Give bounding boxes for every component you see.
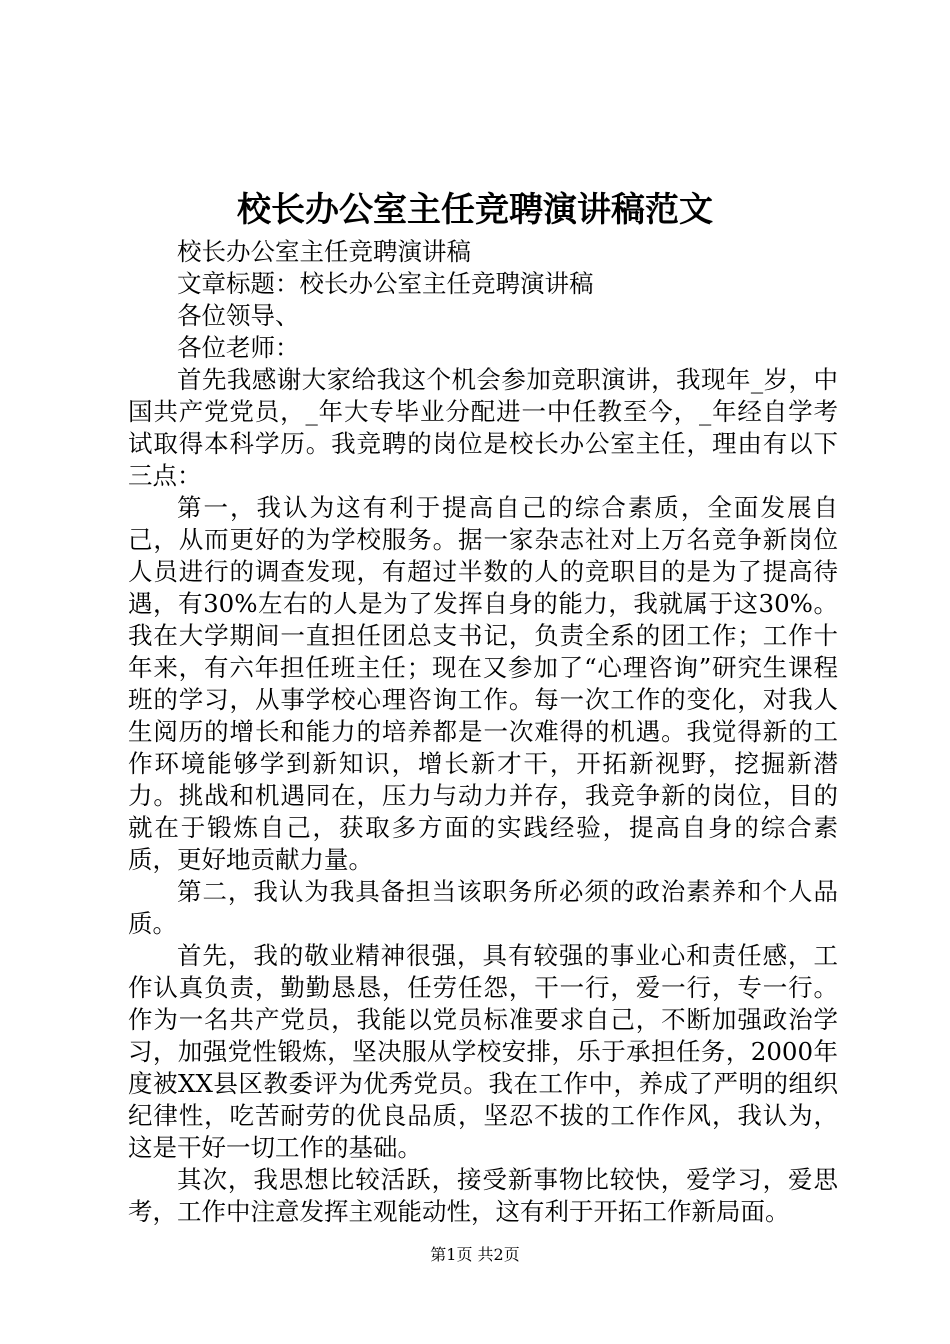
paragraph-subtitle: 校长办公室主任竞聘演讲稿: [177, 237, 471, 266]
paragraph-greeting-leaders: 各位领导、: [177, 301, 300, 330]
document-title: 校长办公室主任竞聘演讲稿范文: [237, 190, 713, 230]
paragraph-introduction: 首先我感谢大家给我这个机会参加竞职演讲，我现年_岁，中国共产党党员，_年大专毕业分配进一中任教至今，_年经自学考试取得本科学历。我竞聘的岗位是校长办公室主任，理由有以下三点：: [128, 365, 838, 490]
document-body: [128, 236, 838, 1228]
paragraph-reason-first: 第一，我认为这有利于提高自己的综合素质，全面发展自己，从而更好的为学校服务。据一家杂志社对上万名竞争新岗位人员进行的调查发现，有超过半数的人的竞职目的是为了提高待遇，有30%左右的人是为了发挥自身的能力，我就属于这30%。我在大学期间一直担任团总支书记，负责全系的团工作；工作十年来，有六年担任班主任；现在又参加了“心理咨询”研究生课程班的学习，从事学校心理咨询工作。每一次工作的变化，对我人生阅历的增长和能力的培养都是一次难得的机遇。我觉得新的工作环境能够学到新知识，增长新才干，开拓新视野，挖掘新潜力。挑战和机遇同在，压力与动力并存，我竞争新的岗位，目的就在于锻炼自己，获取多方面的实践经验，提高自身的综合素质，更好地贡献力量。: [128, 493, 838, 874]
paragraph-article-title: 文章标题：校长办公室主任竞聘演讲稿: [177, 269, 594, 298]
paragraph-reason-second: 第二，我认为我具备担当该职务所必须的政治素养和个人品质。: [128, 877, 838, 938]
paragraph-open-mind: 其次，我思想比较活跃，接受新事物比较快，爱学习，爱思考，工作中注意发挥主观能动性，这有利于开拓工作新局面。: [128, 1165, 838, 1226]
paragraph-greeting-teachers: 各位老师：: [177, 333, 300, 362]
paragraph-dedication: 首先，我的敬业精神很强，具有较强的事业心和责任感，工作认真负责，勤勤恳恳，任劳任怨，干一行，爱一行，专一行。作为一名共产党员，我能以党员标准要求自己，不断加强政治学习，加强党性锻炼，坚决服从学校安排，乐于承担任务，2000年度被XX县区教委评为优秀党员。我在工作中，养成了严明的组织纪律性，吃苦耐劳的优良品质，坚忍不拔的工作作风，我认为，这是干好一切工作的基础。: [128, 941, 838, 1162]
page-footer: 第1页 共2页: [430, 1245, 520, 1264]
